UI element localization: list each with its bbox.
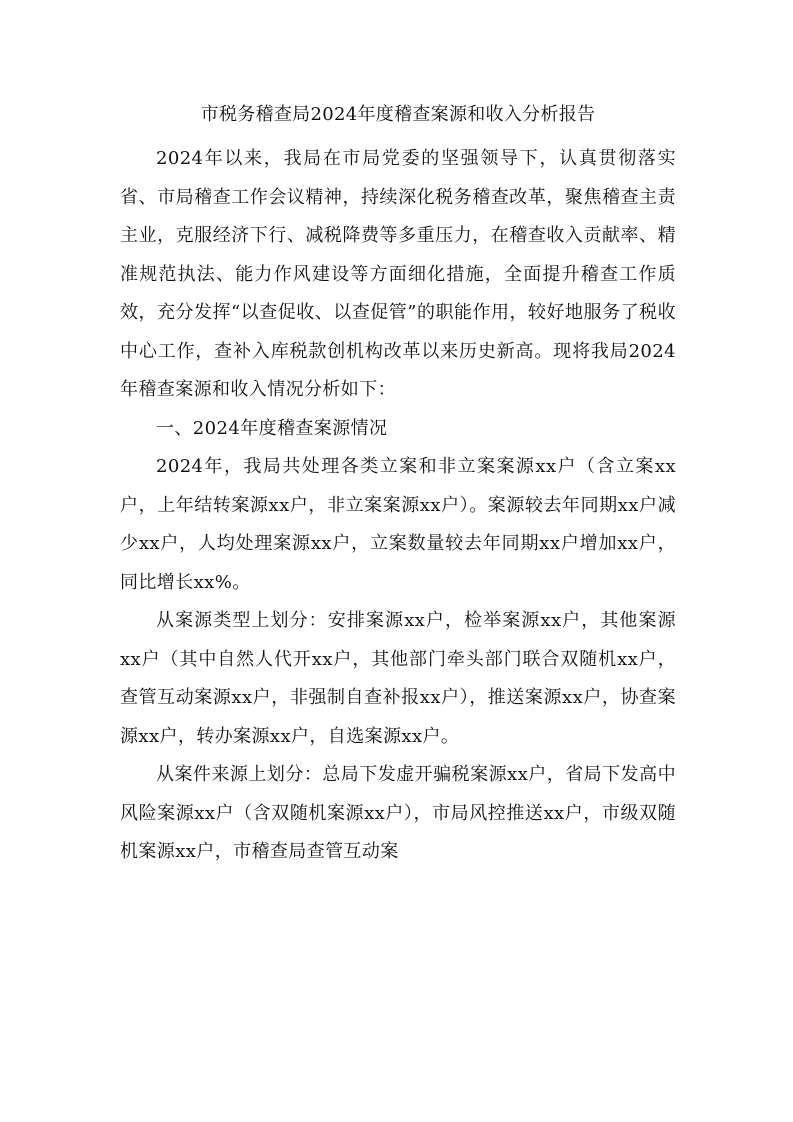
section-heading: 一、2024年度稽查案源情况	[156, 417, 388, 439]
document-body	[120, 96, 676, 872]
document-title: 市税务稽查局2024年度稽查案源和收入分析报告	[200, 104, 596, 125]
case-source-summary-paragraph: 2024年，我局共处理各类立案和非立案案源xx户（含立案xx户，上年结转案源xx户，非立案案源xx户）。案源较去年同期xx户减少xx户，人均处理案源xx户，立案数量较去年同期xx户增加xx户，同比增长xx%。	[120, 456, 676, 593]
case-origin-paragraph: 从案件来源上划分：总局下发虚开骗税案源xx户，省局下发高中风险案源xx户（含双随机案源xx户），市局风控推送xx户，市级双随机案源xx户，市稽查局查管互动案	[120, 764, 676, 862]
intro-paragraph: 2024年以来，我局在市局党委的坚强领导下，认真贯彻落实省、市局稽查工作会议精神，持续深化税务稽查改革，聚焦稽查主责主业，克服经济下行、减税降费等多重压力，在稽查收入贡献率、精准规范执法、能力作风建设等方面细化措施，全面提升稽查工作质效，充分发挥“以查促收、以查促管”的职能作用，较好地服务了税收中心工作，查补入库税款创机构改革以来历史新高。现将我局2024年稽查案源和收入情况分析如下：	[120, 148, 676, 400]
case-type-paragraph: 从案源类型上划分：安排案源xx户，检举案源xx户，其他案源xx户（其中自然人代开xx户，其他部门牵头部门联合双随机xx户，查管互动案源xx户，非强制自查补报xx户），推送案源xx户，协查案源xx户，转办案源xx户，自选案源xx户。	[120, 610, 676, 747]
